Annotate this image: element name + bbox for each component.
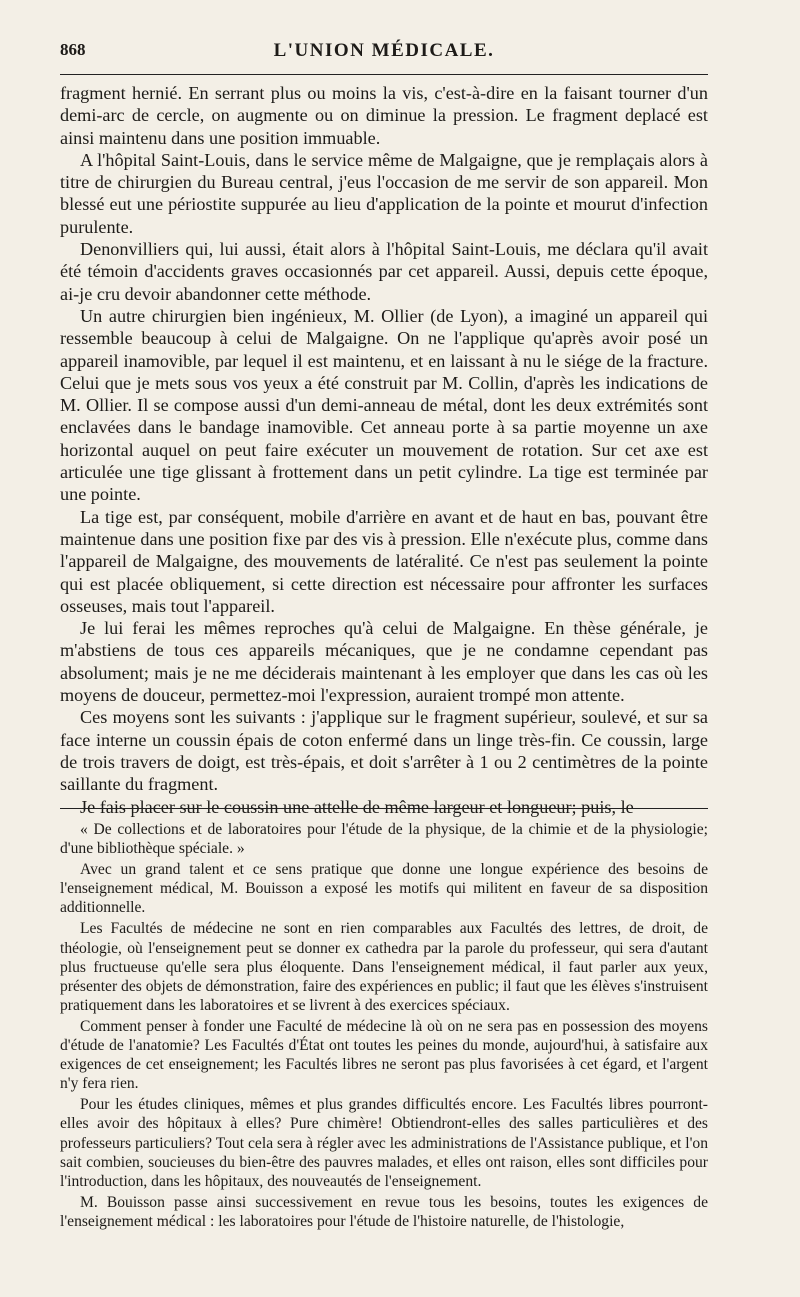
paragraph: Denonvilliers qui, lui aussi, était alors à l'hôpital Saint-Louis, me déclara qu'il avait été témoin d'accidents graves occasionnés par cet appareil. Aussi, depuis cette époque, ai-je cru devoir abandonner cette méthode. <box>60 239 708 304</box>
paragraph: Un autre chirurgien bien ingénieux, M. Ollier (de Lyon), a imaginé un appareil qui ressemble beaucoup à celui de Malgaigne. On ne l'applique qu'après avoir posé un appareil inamovible, par lequel il est maintenu, et en laissant à nu le siége de la fracture. Celui que je mets sous vos yeux a été construit par M. Collin, d'après les indications de M. Ollier. Il se compose aussi d'un demi-anneau de métal, dont les deux extrémités sont enclavées dans le bandage inamovible. Cet anneau porte à sa partie moyenne un axe horizontal auquel on peut faire exécuter un mouvement de rotation. Sur cet axe est articulée une tige glissant à frottement dans un petit cylindre. La tige est terminée par une pointe. <box>60 305 708 505</box>
note-paragraph: Avec un grand talent et ce sens pratique que donne une longue expérience des besoins de l'enseignement médical, M. Bouisson a exposé les motifs qui militent en faveur de sa disposition additionnelle. <box>60 861 708 917</box>
running-title: L'UNION MÉDICALE. <box>273 40 495 61</box>
note-paragraph: « De collections et de laboratoires pour l'étude de la physique, de la chimie et de la physiologie; d'une bibliothèque spéciale. » <box>60 821 708 858</box>
note-paragraph: Pour les études cliniques, mêmes et plus grandes difficultés encore. Les Facultés libres pourront-elles avoir des hôpitaux à elles? Pure chimère! Obtiendront-elles des salles particulières et des professeurs particuliers? Tout cela sera à régler avec les administrations de l'Assistance publique, et l'on sait combien, soucieuses du bien-être des pauvres malades, et elles ont raison, elles sont difficiles pour l'introduction, dans les hôpitaux, des nouveautés de l'enseignement. <box>60 1096 708 1190</box>
column-separator <box>60 808 708 809</box>
note-paragraph: Comment penser à fonder une Faculté de médecine là où on ne sera pas en possession des moyens d'étude de l'anatomie? Les Facultés d'État ont toutes les peines du monde, aujourd'hui, à satisfaire aux exigences de cet enseignement; les Facultés libres ne seront pas plus favorisées à cet égard, et l'argent n'y fera rien. <box>60 1017 708 1093</box>
note-paragraph: Les Facultés de médecine ne sont en rien comparables aux Facultés des lettres, de droit, de théologie, où l'enseignement peut se donner ex cathedra par la parole du professeur, qui sera d'autant plus fructueuse qu'elle sera plus éloquente. Dans l'enseignement médical, il faut parler aux yeux, présenter des objets de démonstration, faire des expériences en public; il faut que les élèves s'instruisent pratiquement dans les laboratoires et se livrent à des exercices spéciaux. <box>60 920 709 1014</box>
page-header <box>60 0 708 61</box>
main-text <box>60 82 708 818</box>
header-rule <box>60 74 708 75</box>
paragraph: Ces moyens sont les suivants : j'applique sur le fragment supérieur, soulevé, et sur sa face interne un coussin épais de coton enfermé dans un linge très-fin. Ce coussin, large de trois travers de doigt, est très-épais, et doit s'arrêter à 1 ou 2 centimètres de la pointe saillante du fragment. <box>60 707 708 795</box>
feuilleton-text <box>60 820 708 1231</box>
paragraph: La tige est, par conséquent, mobile d'arrière en avant et de haut en bas, pouvant être maintenue dans une position fixe par des vis à pression. Elle n'exécute plus, comme dans l'appareil de Malgaigne, des mouvements de latéralité. Ce n'est pas seulement la pointe qui est placée obliquement, si cette direction est nécessaire pour affronter les surfaces osseuses, mais tout l'appareil. <box>60 506 708 616</box>
note-paragraph: M. Bouisson passe ainsi successivement en revue tous les besoins, toutes les exigences de l'enseignement médical : les laboratoires pour l'étude de l'histoire naturelle, de l'histologie, <box>60 1193 708 1230</box>
paragraph: A l'hôpital Saint-Louis, dans le service même de Malgaigne, que je remplaçais alors à titre de chirurgien du Bureau central, j'eus l'occasion de me servir de son appareil. Mon blessé eut une périostite suppurée au lieu d'application de la pointe et mourut d'infection purulente. <box>60 149 708 237</box>
paragraph: fragment hernié. En serrant plus ou moins la vis, c'est-à-dire en la faisant tourner d'un demi-arc de cercle, on augmente ou on diminue la pression. Le fragment deplacé est ainsi maintenu dans une position immuable. <box>60 83 708 148</box>
paragraph: Je fais placer sur le coussin une attelle de même largeur et longueur; puis, le <box>80 796 634 817</box>
page-number: 868 <box>60 40 86 59</box>
paragraph: Je lui ferai les mêmes reproches qu'à celui de Malgaigne. En thèse générale, je m'abstiens de tous ces appareils mécaniques, que je ne condamne cependant pas absolument; mais je ne me déciderais maintenant à les employer que dans les cas où les moyens de douceur, permettez-moi l'expression, auraient trompé mon attente. <box>60 618 708 706</box>
